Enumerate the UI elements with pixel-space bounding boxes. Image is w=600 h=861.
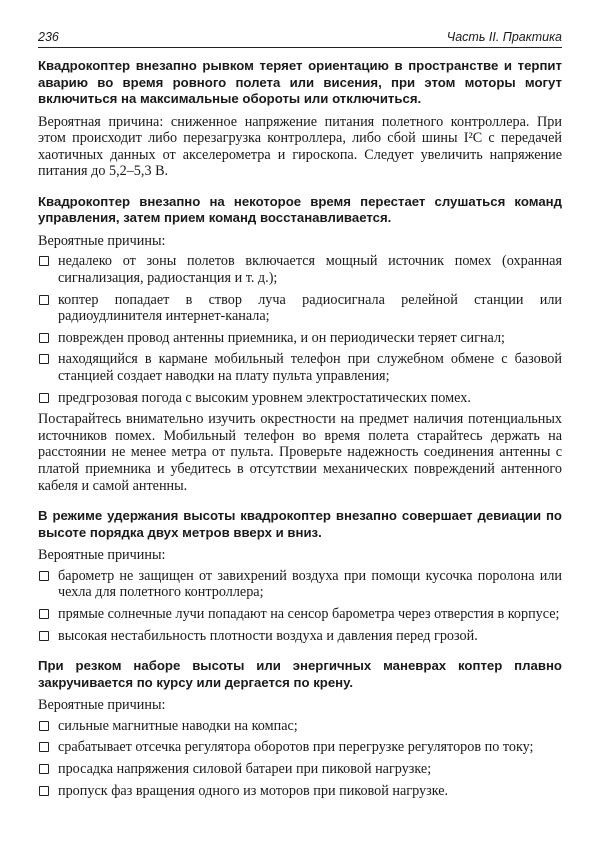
checkbox-bullet-icon: [39, 354, 49, 364]
list-item: высокая нестабильность плотности воздуха и давления перед грозой.: [38, 628, 562, 645]
advice-paragraph: Постарайтесь внимательно изучить окрестности на предмет наличия потенциальных источников помех. Мобильный телефон во время полета старайтесь держать на расстоянии не менее метра от пульта. Проверьте надежность соединения антенны с платой приемника и убедитесь в отсутствии механических повреждений антенного кабеля и самой антенны.: [38, 411, 562, 494]
section-heading: Квадрокоптер внезапно на некоторое время перестает слушаться команд управления, затем прием команд восстанавливается.: [38, 193, 562, 226]
causes-intro: Вероятные причины:: [38, 547, 166, 564]
section-heading: При резком наборе высоты или энергичных маневрах коптер плавно закручивается по курсу или дергается по крену.: [38, 658, 562, 690]
list-item: пропуск фаз вращения одного из моторов при пиковой нагрузке.: [38, 783, 562, 800]
list-item: находящийся в кармане мобильный телефон при служебном обмене с базовой станцией создает наводки на плату пульта управления;: [38, 351, 562, 384]
checkbox-bullet-icon: [39, 295, 49, 305]
checkbox-bullet-icon: [39, 631, 49, 641]
causes-list: [38, 718, 562, 799]
section-command-loss: [38, 194, 562, 494]
checkbox-bullet-icon: [39, 721, 49, 731]
section-heading: Квадрокоптер внезапно рывком теряет ориентацию в пространстве и терпит аварию во время ровного полета или висения, при этом моторы могут включиться на максимальные обороты или отключиться.: [38, 58, 562, 106]
book-page: [38, 30, 562, 804]
page-header: [38, 30, 562, 48]
checkbox-bullet-icon: [39, 609, 49, 619]
list-item: предгрозовая погода с высоким уровнем электростатических помех.: [38, 390, 562, 407]
section-orientation-loss: [38, 58, 562, 180]
section-heading: В режиме удержания высоты квадрокоптер внезапно совершает девиации по высоте порядка двух метров вверх и вниз.: [38, 508, 562, 540]
page-number: 236: [38, 30, 59, 44]
list-item: просадка напряжения силовой батареи при пиковой нагрузке;: [38, 761, 562, 778]
list-item: коптер попадает в створ луча радиосигнала релейной станции или радиоудлинителя интернет-канала;: [38, 292, 562, 325]
checkbox-bullet-icon: [39, 571, 49, 581]
list-item: сильные магнитные наводки на компас;: [38, 718, 562, 735]
list-item: поврежден провод антенны приемника, и он периодически теряет сигнал;: [38, 330, 562, 347]
checkbox-bullet-icon: [39, 786, 49, 796]
section-yaw-roll-twitch: [38, 658, 562, 799]
causes-intro: Вероятные причины:: [38, 697, 166, 714]
checkbox-bullet-icon: [39, 333, 49, 343]
list-item: срабатывает отсечка регулятора оборотов при перегрузке регуляторов по току;: [38, 739, 562, 756]
checkbox-bullet-icon: [39, 393, 49, 403]
causes-list: [38, 568, 562, 644]
checkbox-bullet-icon: [39, 764, 49, 774]
list-item: барометр не защищен от завихрений воздуха при помощи кусочка поролона или чехла для полетного контроллера;: [38, 568, 562, 601]
list-item: недалеко от зоны полетов включается мощный источник помех (охранная сигнализация, радиостанция и т. д.);: [38, 253, 562, 286]
causes-intro: Вероятные причины:: [38, 232, 166, 249]
checkbox-bullet-icon: [39, 256, 49, 266]
checkbox-bullet-icon: [39, 742, 49, 752]
running-title: Часть II. Практика: [446, 30, 562, 44]
causes-list: [38, 253, 562, 406]
cause-paragraph: Вероятная причина: сниженное напряжение питания полетного контроллера. При этом происходит либо перезагрузка контроллера, либо сбой шины I²C с передачей хаотичных данных от акселерометра и гироскопа. Следует увеличить напряжение питания до 5,2–5,3 В.: [38, 113, 562, 180]
section-altitude-deviation: [38, 508, 562, 644]
list-item: прямые солнечные лучи попадают на сенсор барометра через отверстия в корпусе;: [38, 606, 562, 623]
